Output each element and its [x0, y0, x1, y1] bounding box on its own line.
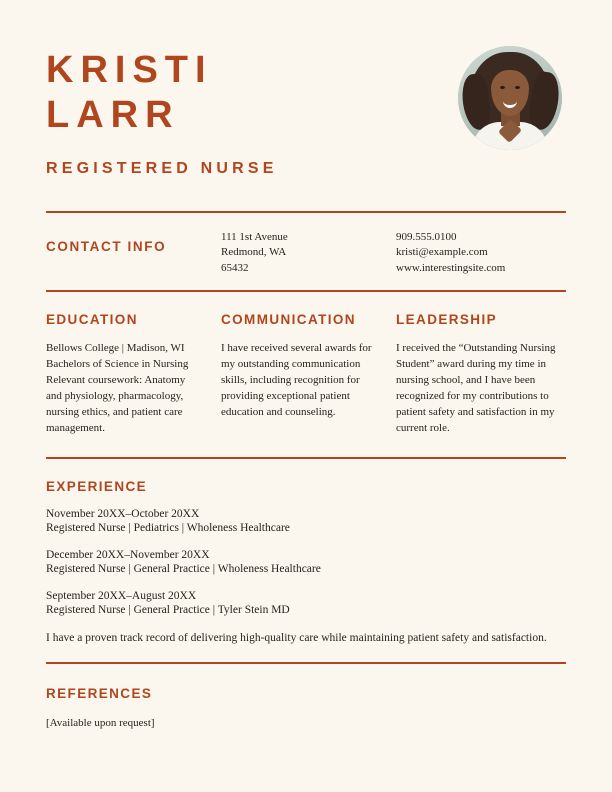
job-title: REGISTERED NURSE [46, 159, 278, 177]
phone-number: 909.555.0100 [396, 230, 457, 243]
address-line-3: 65432 [221, 261, 249, 274]
last-name: LARR [46, 93, 180, 136]
experience-dates: September 20XX–August 20XX [46, 590, 197, 603]
experience-item [46, 508, 566, 534]
communication-text: I have received several awards for my outstanding communication skills, including recognition for providing exceptional patient education and counseling. [221, 342, 372, 419]
avatar-eye-left [500, 86, 505, 89]
references-text: [Available upon request] [46, 717, 155, 730]
skills-columns [46, 292, 566, 457]
website-url[interactable]: www.interestingsite.com [396, 261, 506, 274]
experience-dates: December 20XX–November 20XX [46, 549, 210, 562]
contact-heading: CONTACT INFO [46, 238, 167, 254]
experience-dates: November 20XX–October 20XX [46, 508, 200, 521]
resume-header [46, 0, 566, 178]
experience-summary: I have a proven track record of delivering high-quality care while maintaining patient safety and satisfaction. [46, 632, 547, 645]
experience-item [46, 549, 566, 575]
experience-heading: EXPERIENCE [46, 479, 148, 495]
experience-role: Registered Nurse | General Practice | Wholeness Healthcare [46, 563, 321, 576]
education-heading: EDUCATION [46, 312, 138, 328]
references-heading: REFERENCES [46, 686, 153, 702]
avatar [458, 46, 562, 150]
education-school: Bellows College | Madison, WI [46, 342, 185, 355]
first-name: KRISTI [46, 49, 213, 91]
leadership-heading: LEADERSHIP [396, 312, 498, 328]
experience-item [46, 590, 566, 616]
communication-heading: COMMUNICATION [221, 312, 356, 328]
communication-column [221, 312, 396, 437]
experience-section [46, 459, 566, 662]
education-degree: Bachelors of Science in Nursing [46, 358, 189, 371]
contact-section [46, 213, 566, 291]
experience-role: Registered Nurse | Pediatrics | Wholeness Healthcare [46, 522, 290, 535]
address-line-2: Redmond, WA [221, 246, 287, 259]
address-line-1: 111 1st Avenue [221, 230, 288, 243]
contact-address [221, 230, 396, 277]
leadership-text: I received the “Outstanding Nursing Student” award during my time in nursing school, and I have been recognized for my contributions to patient safety and satisfaction in my current role. [396, 342, 556, 435]
email-address[interactable]: kristi@example.com [396, 246, 488, 259]
leadership-column [396, 312, 566, 437]
education-column [46, 312, 221, 437]
education-coursework: Relevant coursework: Anatomy and physiology, pharmacology, nursing ethics, and patient care management. [46, 374, 186, 435]
name-block [46, 42, 278, 178]
experience-role: Registered Nurse | General Practice | Tyler Stein MD [46, 604, 290, 617]
references-section [46, 664, 566, 729]
contact-details [396, 230, 566, 277]
avatar-eye-right [515, 86, 520, 89]
